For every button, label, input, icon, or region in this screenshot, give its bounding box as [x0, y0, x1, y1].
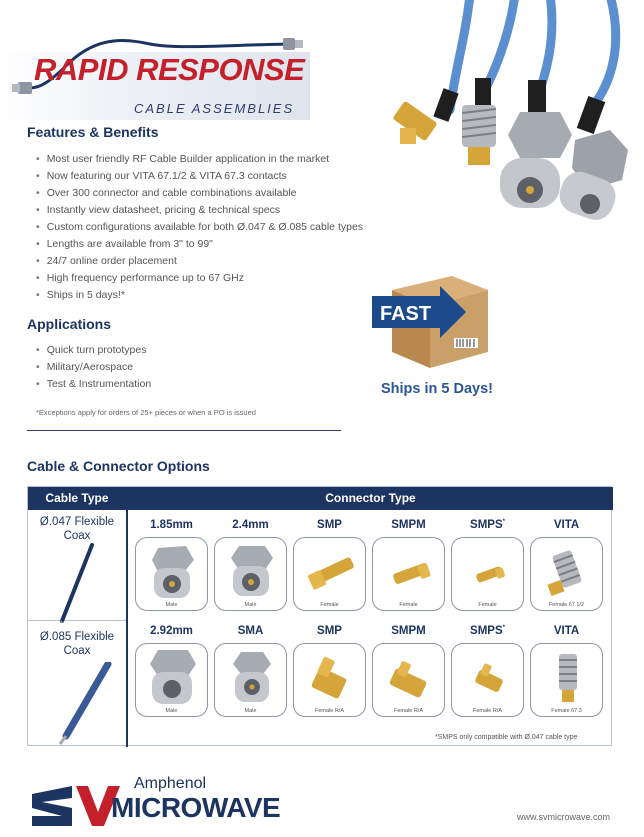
connector-smps-ra-image	[452, 644, 524, 717]
connector-type-header: Connector Type	[128, 487, 613, 510]
fast-label: FAST	[380, 303, 432, 325]
connector-caption: Male	[165, 602, 178, 608]
smps-footnote: *SMPS only compatible with Ø.047 cable type	[435, 734, 578, 741]
cable-047-image	[28, 543, 126, 623]
connector-card	[530, 643, 603, 717]
connector-vita-67-1-2	[530, 519, 603, 611]
website-link[interactable]: www.svmicrowave.com	[517, 812, 611, 822]
applications-list	[36, 342, 151, 393]
connector-card	[135, 643, 208, 717]
connector-vita-image	[531, 538, 603, 611]
connector-2-4mm	[214, 519, 287, 611]
connector-2-4mm-image	[215, 538, 287, 611]
connector-vita-67-3	[530, 625, 603, 717]
connector-1-85mm-image	[136, 538, 208, 611]
connector-card	[372, 643, 445, 717]
list-item: • Now featuring our VITA 67.1/2 & VITA 67.3 contacts	[36, 168, 363, 185]
connector-smp-ra	[293, 625, 366, 717]
connector-smpm-ra-image	[373, 644, 445, 717]
connector-caption: Female	[320, 602, 339, 608]
connector-smpm	[372, 519, 445, 611]
connector-2-92mm-image	[136, 644, 208, 717]
list-item: • Quick turn prototypes	[36, 342, 151, 359]
connector-caption: Female R/A	[314, 708, 345, 714]
connector-caption: Female 67.3	[551, 708, 582, 714]
applications-heading: Applications	[27, 316, 112, 332]
connector-caption: Female R/A	[472, 708, 503, 714]
connector-name: SMPS*	[470, 625, 505, 637]
connector-sma	[214, 625, 287, 717]
connector-smp-image	[294, 538, 366, 611]
cable-085-image	[28, 662, 126, 746]
connector-smp	[293, 519, 366, 611]
connector-card	[372, 537, 445, 611]
shipping-box-icon	[370, 272, 500, 372]
list-item: • Lengths are available from 3" to 99"	[36, 236, 363, 253]
connector-name: SMA	[237, 625, 264, 637]
connector-card	[293, 643, 366, 717]
connector-card	[135, 537, 208, 611]
list-item: • Instantly view datasheet, pricing & technical specs	[36, 202, 363, 219]
connector-caption: Female R/A	[393, 708, 424, 714]
connector-name: SMP	[317, 519, 342, 531]
connector-card	[214, 537, 287, 611]
connector-smp-ra-image	[294, 644, 366, 717]
connector-caption: Female	[478, 602, 497, 608]
list-item: • 24/7 online order placement	[36, 253, 363, 270]
list-item: • Military/Aerospace	[36, 359, 151, 376]
connector-caption: Male	[244, 708, 257, 714]
cable-cell-085	[28, 630, 126, 745]
connector-smps-image	[452, 538, 524, 611]
features-heading: Features & Benefits	[27, 124, 159, 140]
hero-cable-assemblies-image	[360, 0, 644, 250]
list-item: • Over 300 connector and cable combinations available	[36, 185, 363, 202]
connector-vita-67-3-image	[531, 644, 603, 717]
column-divider	[126, 487, 128, 747]
rapid-response-logo	[0, 22, 330, 116]
connector-smps	[451, 519, 524, 611]
amphenol-wordmark: Amphenol	[134, 775, 207, 792]
options-heading: Cable & Connector Options	[27, 458, 210, 474]
features-list	[36, 151, 363, 304]
logo-subtitle: CABLE ASSEMBLIES	[134, 101, 295, 116]
connector-name: 1.85mm	[150, 519, 193, 531]
list-item: • Custom configurations available for both Ø.047 & Ø.085 cable types	[36, 219, 363, 236]
connector-card	[293, 537, 366, 611]
cable-cell-047	[28, 515, 126, 620]
connector-sma-image	[215, 644, 287, 717]
list-item: • Most user friendly RF Cable Builder application in the market	[36, 151, 363, 168]
connector-name: 2.4mm	[232, 519, 269, 531]
connector-name: SMPS*	[470, 519, 505, 531]
microwave-wordmark: MICROWAVE	[111, 792, 281, 823]
connector-name: 2.92mm	[150, 625, 193, 637]
connector-card	[214, 643, 287, 717]
connector-card	[451, 537, 524, 611]
connector-name: SMPM	[391, 519, 426, 531]
cable-label: Ø.047 Flexible Coax	[39, 516, 115, 542]
connector-name: VITA	[553, 625, 580, 637]
connector-smps-ra	[451, 625, 524, 717]
connector-caption: Male	[165, 708, 178, 714]
connector-card	[451, 643, 524, 717]
list-item: • Ships in 5 days!*	[36, 287, 363, 304]
options-table	[27, 486, 612, 746]
list-item: • High frequency performance up to 67 GHz	[36, 270, 363, 287]
connector-smpm-image	[373, 538, 445, 611]
exceptions-footnote: *Exceptions apply for orders of 25+ pieces or when a PO is issued	[36, 408, 256, 417]
connector-caption: Female	[399, 602, 418, 608]
connector-name: SMPM	[391, 625, 426, 637]
connector-caption: Female 67.1/2	[548, 602, 585, 608]
connector-2-92mm	[135, 625, 208, 717]
connector-1-85mm	[135, 519, 208, 611]
cable-type-header: Cable Type	[28, 487, 126, 510]
connector-name: VITA	[553, 519, 580, 531]
section-divider	[27, 430, 341, 431]
connector-card	[530, 537, 603, 611]
connector-name: SMP	[317, 625, 342, 637]
list-item: • Test & Instrumentation	[36, 376, 151, 393]
connector-smpm-ra	[372, 625, 445, 717]
cable-label: Ø.085 Flexible Coax	[39, 631, 115, 657]
logo-title: RAPID RESPONSE	[34, 52, 305, 87]
ships-in-5-days-text: Ships in 5 Days!	[381, 381, 494, 397]
connector-caption: Male	[244, 602, 257, 608]
